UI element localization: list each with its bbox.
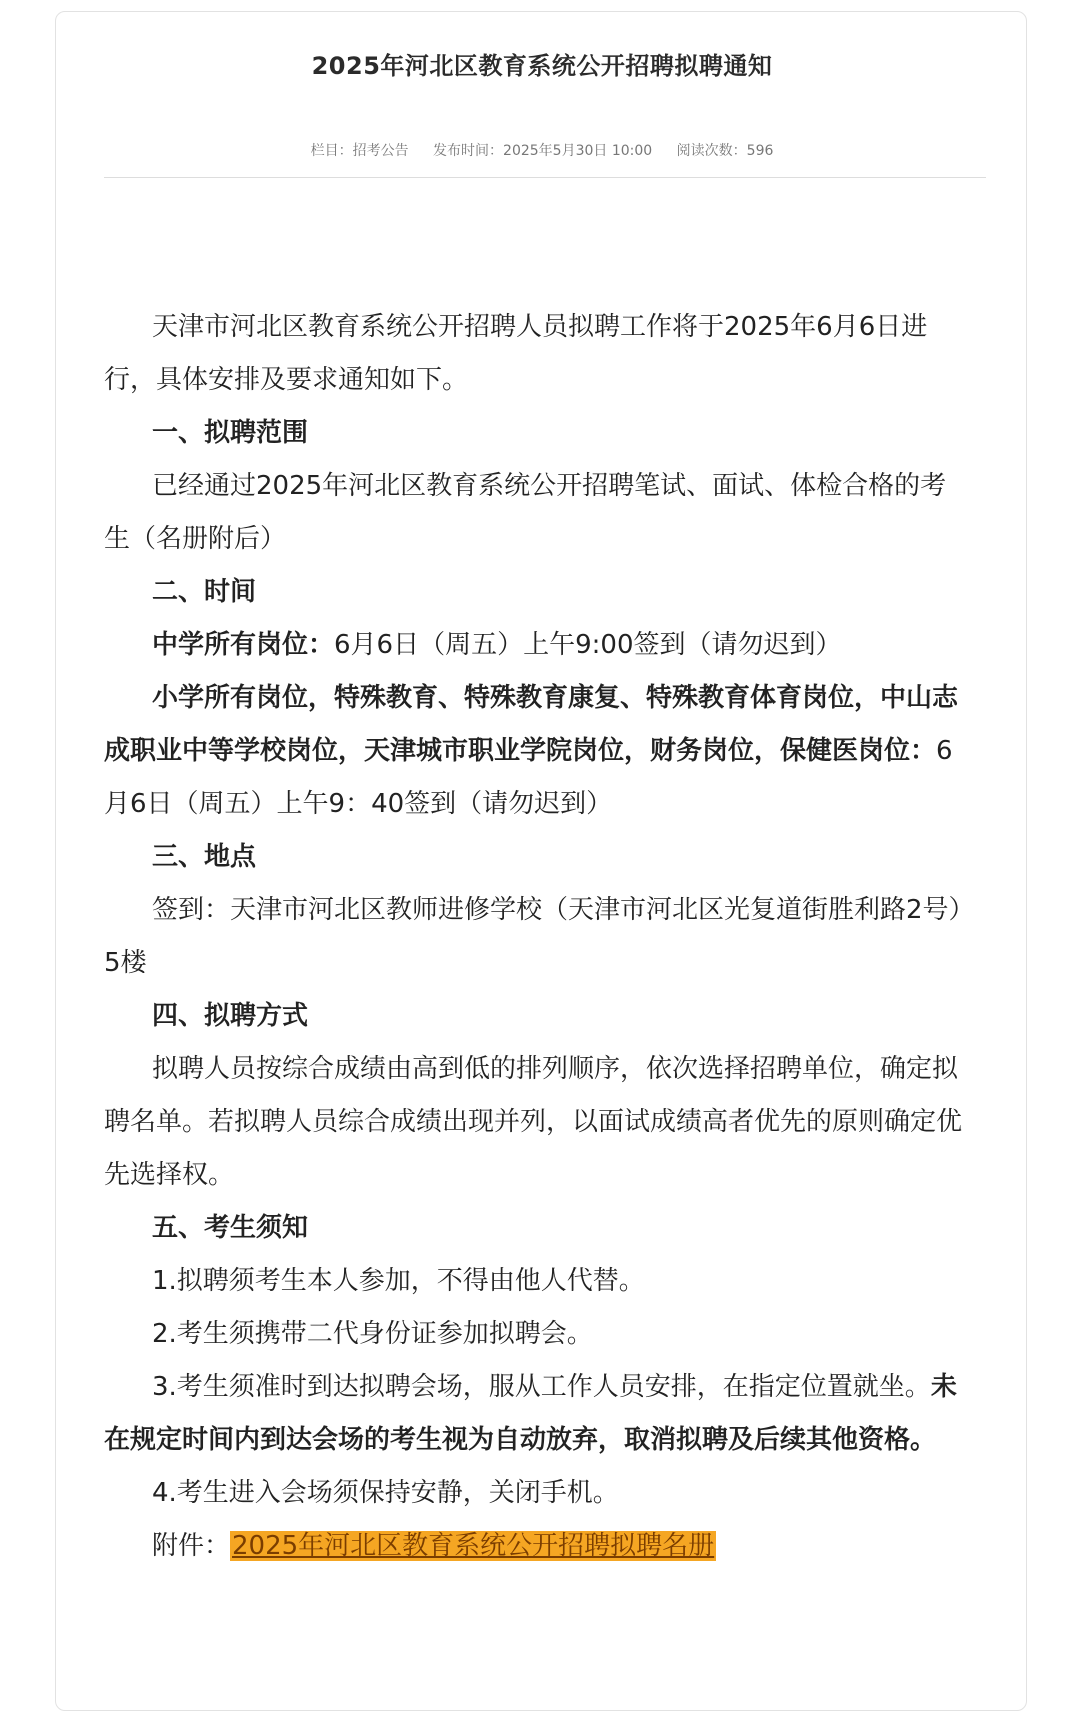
section-3-heading: 三、地点 xyxy=(152,842,257,872)
section-4-text: 拟聘人员按综合成绩由高到低的排列顺序，依次选择招聘单位，确定拟聘名单。若拟聘人员综合成绩出现并列，以面试成绩高者优先的原则确定优先选择权。 xyxy=(104,1054,963,1190)
middle-school-label: 中学所有岗位： xyxy=(152,630,335,660)
attachment-line xyxy=(104,1520,966,1573)
article-card xyxy=(55,11,1027,1711)
title-divider xyxy=(104,177,986,178)
primary-school-label: 小学所有岗位，特殊教育、特殊教育康复、特殊教育体育岗位，中山志成职业中等学校岗位，天津城市职业学院岗位，财务岗位，保健医岗位： xyxy=(104,683,959,766)
notice-item-3-warning: 未在规定时间内到达会场的考生视为自动放弃，取消拟聘及后续其他资格。 xyxy=(104,1372,957,1455)
notice-item-3-text: 3.考生须准时到达拟聘会场，服从工作人员安排，在指定位置就坐。 xyxy=(152,1372,931,1402)
middle-school-time: 6月6日（周五）上午9:00签到（请勿迟到） xyxy=(334,630,842,660)
intro-paragraph: 天津市河北区教育系统公开招聘人员拟聘工作将于2025年6月6日进行，具体安排及要求通知如下。 xyxy=(104,312,928,395)
attachment-label: 附件： xyxy=(152,1531,231,1561)
section-4-heading: 四、拟聘方式 xyxy=(152,1001,309,1031)
section-3-text: 签到：天津市河北区教师进修学校（天津市河北区光复道街胜利路2号）5楼 xyxy=(104,895,962,978)
article-title: 2025年河北区教育系统公开招聘拟聘通知 xyxy=(311,52,773,80)
notice-item-1: 1.拟聘须考生本人参加，不得由他人代替。 xyxy=(152,1266,645,1296)
meta-column: 栏目：招考公告 xyxy=(310,143,409,159)
section-1-text: 已经通过2025年河北区教育系统公开招聘笔试、面试、体检合格的考生（名册附后） xyxy=(104,471,947,554)
section-2-heading: 二、时间 xyxy=(152,577,257,607)
meta-reads: 阅读次数：596 xyxy=(676,143,774,159)
notice-item-3 xyxy=(104,1361,966,1467)
notice-item-4: 4.考生进入会场须保持安静，关闭手机。 xyxy=(152,1478,619,1508)
section-2-primary xyxy=(104,672,966,831)
primary-school-time: 6月6日（周五）上午9：40签到（请勿迟到） xyxy=(104,736,953,819)
section-1-heading: 一、拟聘范围 xyxy=(152,418,309,448)
article-body xyxy=(104,301,966,1573)
article-meta xyxy=(56,140,1028,160)
section-2-middle xyxy=(104,619,966,672)
attachment-link[interactable]: 2025年河北区教育系统公开招聘拟聘名册 xyxy=(232,1531,715,1561)
notice-item-2: 2.考生须携带二代身份证参加拟聘会。 xyxy=(152,1319,593,1349)
meta-published: 发布时间：2025年5月30日 10:00 xyxy=(433,143,653,159)
section-5-heading: 五、考生须知 xyxy=(152,1213,309,1243)
